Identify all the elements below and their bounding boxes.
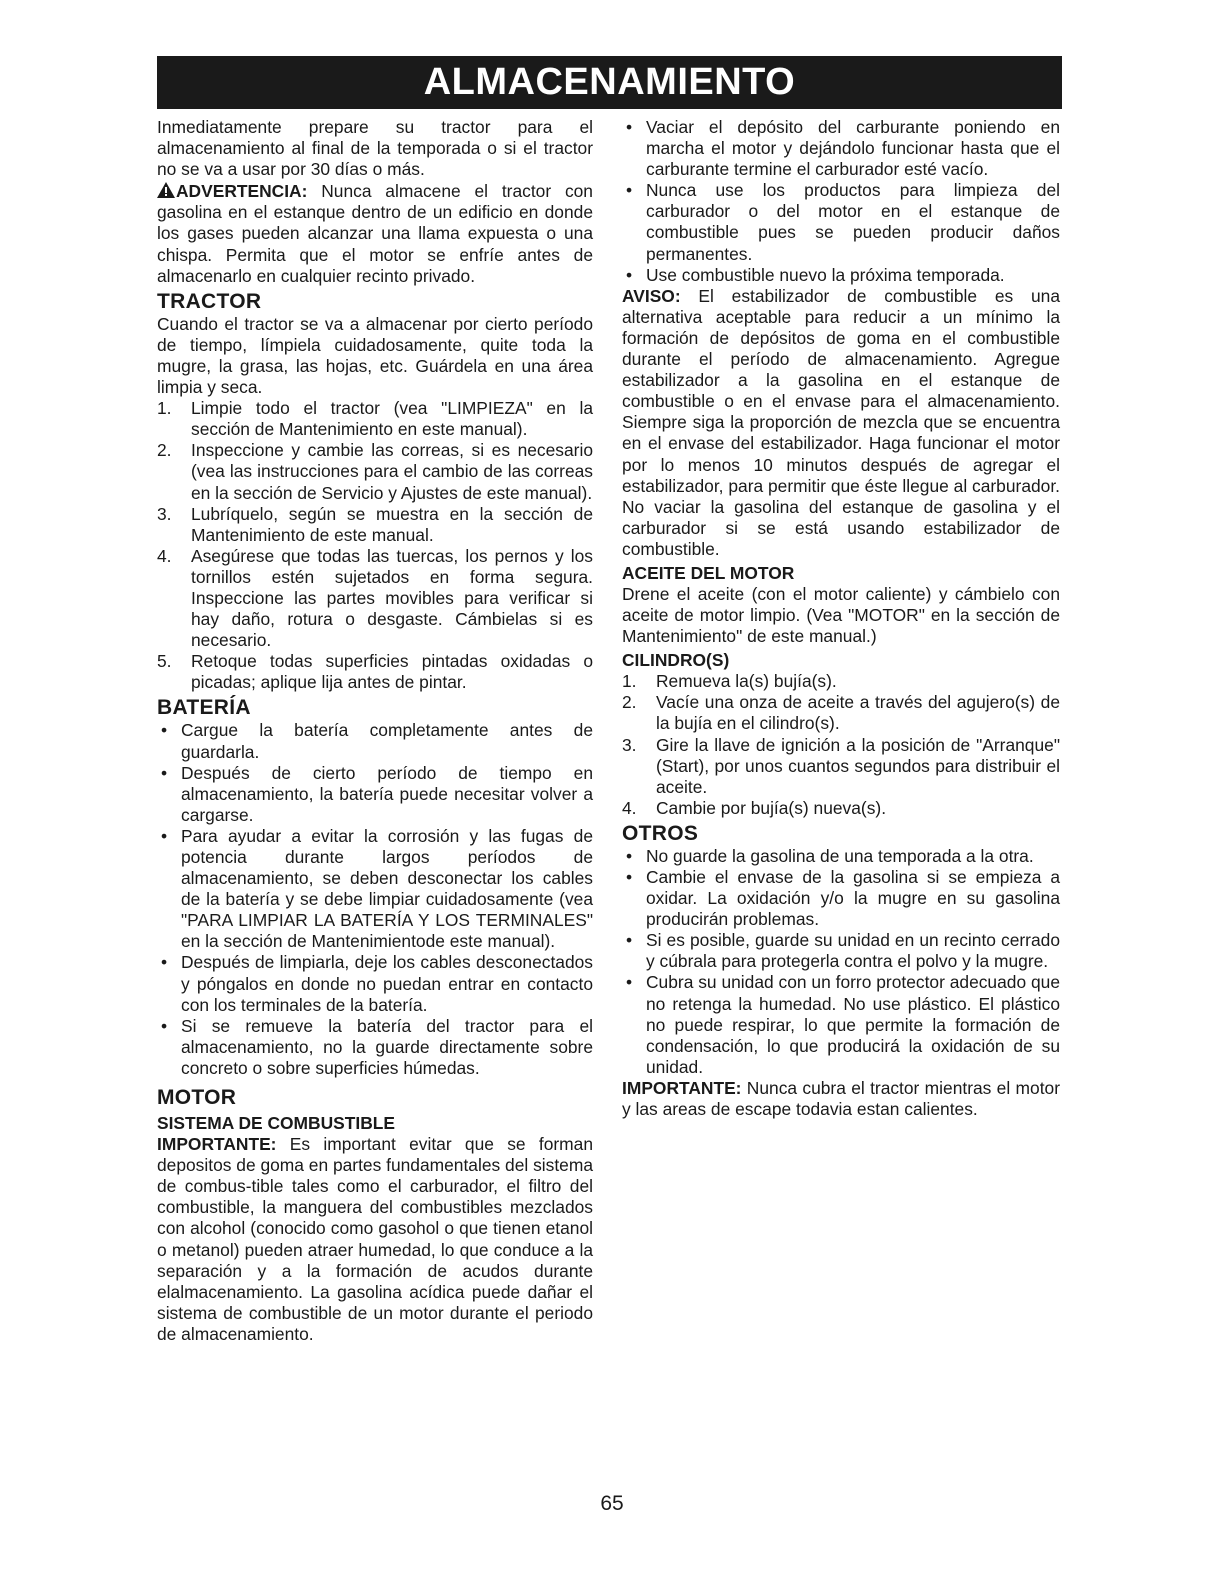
list-item: • Use combustible nuevo la próxima temporada. (626, 264, 1005, 285)
combustible-heading: SISTEMA DE COMBUSTIBLE (157, 1113, 395, 1134)
list-item: 1. Limpie todo el tractor (vea "LIMPIEZA" en la sección de Mantenimiento en este manual). (157, 398, 593, 440)
tractor-list (157, 398, 593, 693)
left-column (157, 117, 593, 1345)
list-item: 4. Asegúrese que todas las tuercas, los pernos y los tornillos estén sujetados en forma segura. Inspeccione las partes movibles para verificar si hay daño, rotura o desgaste. Cámbielas si es necesario. (157, 545, 593, 651)
list-item: • Nunca use los productos para limpieza del carburador o del motor en el estanque de combustible pues se pueden producir daños permanentes. (626, 180, 1060, 264)
aviso-label: AVISO: (622, 285, 681, 306)
warning-triangle-icon (157, 182, 175, 198)
importante-final-text: Nunca cubra el tractor mientras el motor y las areas de escape todavia estan calientes. (622, 1077, 1060, 1120)
fuel-list (622, 117, 1060, 286)
list-item: • Después de limpiarla, deje los cables desconectados y póngalos en donde no puedan entrar en contacto con los terminales de la batería. (161, 952, 593, 1015)
tractor-paragraph: Cuando el tractor se va a almacenar por cierto período de tiempo, límpiela cuidadosamente, quite toda la mugre, la grasa, las hojas, etc. Guárdela en una área limpia y seca. (157, 313, 593, 398)
list-item: • Después de cierto período de tiempo en almacenamiento, la batería puede necesitar volver a cargarse. (161, 762, 593, 825)
aceite-paragraph: Drene el aceite (con el motor caliente) y cámbielo con aceite de motor limpio. (Vea "MOTOR" en la sección de Mantenimiento" de este manual.) (622, 583, 1060, 647)
aviso-paragraph (622, 286, 1060, 560)
list-item: 3. Gire la llave de ignición a la posición de "Arranque" (Start), por unos cuantos segundos para distribuir el aceite. (622, 734, 1060, 797)
page-title: ALMACENAMIENTO (157, 56, 1062, 109)
list-item: • Si se remueve la batería del tractor para el almacenamiento, no la guarde directamente sobre concreto o sobre superficies húmedas. (161, 1015, 593, 1078)
list-item: 4. Cambie por bujía(s) nueva(s). (622, 797, 887, 818)
motor-heading: MOTOR (157, 1086, 237, 1110)
list-item: • Vaciar el depósito del carburante poniendo en marcha el motor y dejándolo funcionar hasta que el carburante termine el carburador esté vacío. (626, 117, 1060, 180)
list-item: 2. Inspeccione y cambie las correas, si es necesario (vea las instrucciones para el cambio de las correas en la sección de Servicio y Ajustes de este manual). (157, 440, 593, 503)
list-item: • Si es posible, guarde su unidad en un recinto cerrado y cúbrala para protegerla contra el polvo y la mugre. (626, 930, 1060, 972)
warning-label: ADVERTENCIA: (176, 181, 308, 202)
otros-heading: OTROS (622, 821, 699, 845)
page-number: 65 (600, 1492, 624, 1515)
list-item: 1. Remueva la(s) bujía(s). (622, 671, 837, 692)
aceite-heading: ACEITE DEL MOTOR (622, 562, 795, 583)
list-item: • Para ayudar a evitar la corrosión y las fugas de potencia durante largos períodos de almacenamiento, se deben desconectar los cables de la batería y se debe limpiar cuidadosamente (vea "PARA LIMPIAR LA BATERÍA Y LOS TERMINALES" en la sección de Mantenimientode este manual). (161, 825, 593, 952)
warning-paragraph (157, 181, 593, 286)
right-column (622, 117, 1060, 1120)
bateria-heading: BATERÍA (157, 696, 251, 720)
importante-paragraph (157, 1134, 593, 1345)
list-item: • No guarde la gasolina de una temporada a la otra. (626, 845, 1034, 866)
importante-label: IMPORTANTE: (157, 1134, 277, 1155)
list-item: 2. Vacíe una onza de aceite a través del agujero(s) de la bujía en el cilindro(s). (622, 692, 1060, 734)
cilindros-list (622, 671, 1060, 819)
list-item: • Cubra su unidad con un forro protector adecuado que no retenga la humedad. No use plástico. El plástico no puede respirar, lo que permite la formación de condensación, lo que producirá la oxidación de su unidad. (626, 972, 1060, 1077)
importante-text: Es important evitar que se forman depositos de goma en partes fundamentales del sistema de combus-tible tales como el carburador, el filtro del combustible, la manguera del combustibles mezclados con alcohol (conocido como gasohol o que tienen etanol o metanol) pueden atraer humedad, lo que conduce a la separación y a la formación de acudos durante elalmacenamiento. La gasolina acídica puede dañar el sistema de combustible de un motor durante el periodo de almacenamiento. (157, 1134, 593, 1344)
list-item: • Cargue la batería completamente antes de guardarla. (161, 720, 593, 762)
list-item: 3. Lubríquelo, según se muestra en la sección de Mantenimiento de este manual. (157, 503, 593, 545)
importante-final-paragraph (622, 1078, 1060, 1120)
warning-text: Nunca almacene el tractor con gasolina en el estanque dentro de un edificio en donde los gases pueden alcanzar una llama expuesta o una chispa. Permita que el motor se enfríe antes de almacenarlo en cualquier recinto privado. (157, 181, 593, 286)
bateria-list (157, 720, 593, 1079)
otros-list (622, 846, 1060, 1078)
aviso-text: El estabilizador de combustible es una alternativa aceptable para reducir a un mínimo la formación de depósitos de goma en el combustible durante el período de almacenamiento. Agregue estabilizador a la gasolina en el estanque de combustible o en el envase para el almacenamiento. Siempre siga la proporción de mezcla que se encuentra en el envase del estabilizador. Haga funcionar el motor por lo menos 10 minutos después de agregar el estabilizador, para permitir que éste llegue al carburador. No vaciar la gasolina del estanque de gasolina y el carburador si se está usando estabilizador de combustible. (622, 285, 1060, 559)
list-item: • Cambie el envase de la gasolina si se empieza a oxidar. La oxidación y/o la mugre en su gasolina producirán problemas. (626, 867, 1060, 930)
tractor-heading: TRACTOR (157, 289, 262, 313)
importante-final-label: IMPORTANTE: (622, 1077, 742, 1098)
intro-paragraph: Inmediatamente prepare su tractor para el almacenamiento al final de la temporada o si el tractor no se va a usar por 30 días o más. (157, 117, 593, 180)
cilindros-heading: CILINDRO(S) (622, 650, 730, 671)
list-item: 5. Retoque todas superficies pintadas oxidadas o picadas; aplique lija antes de pintar. (157, 651, 593, 693)
